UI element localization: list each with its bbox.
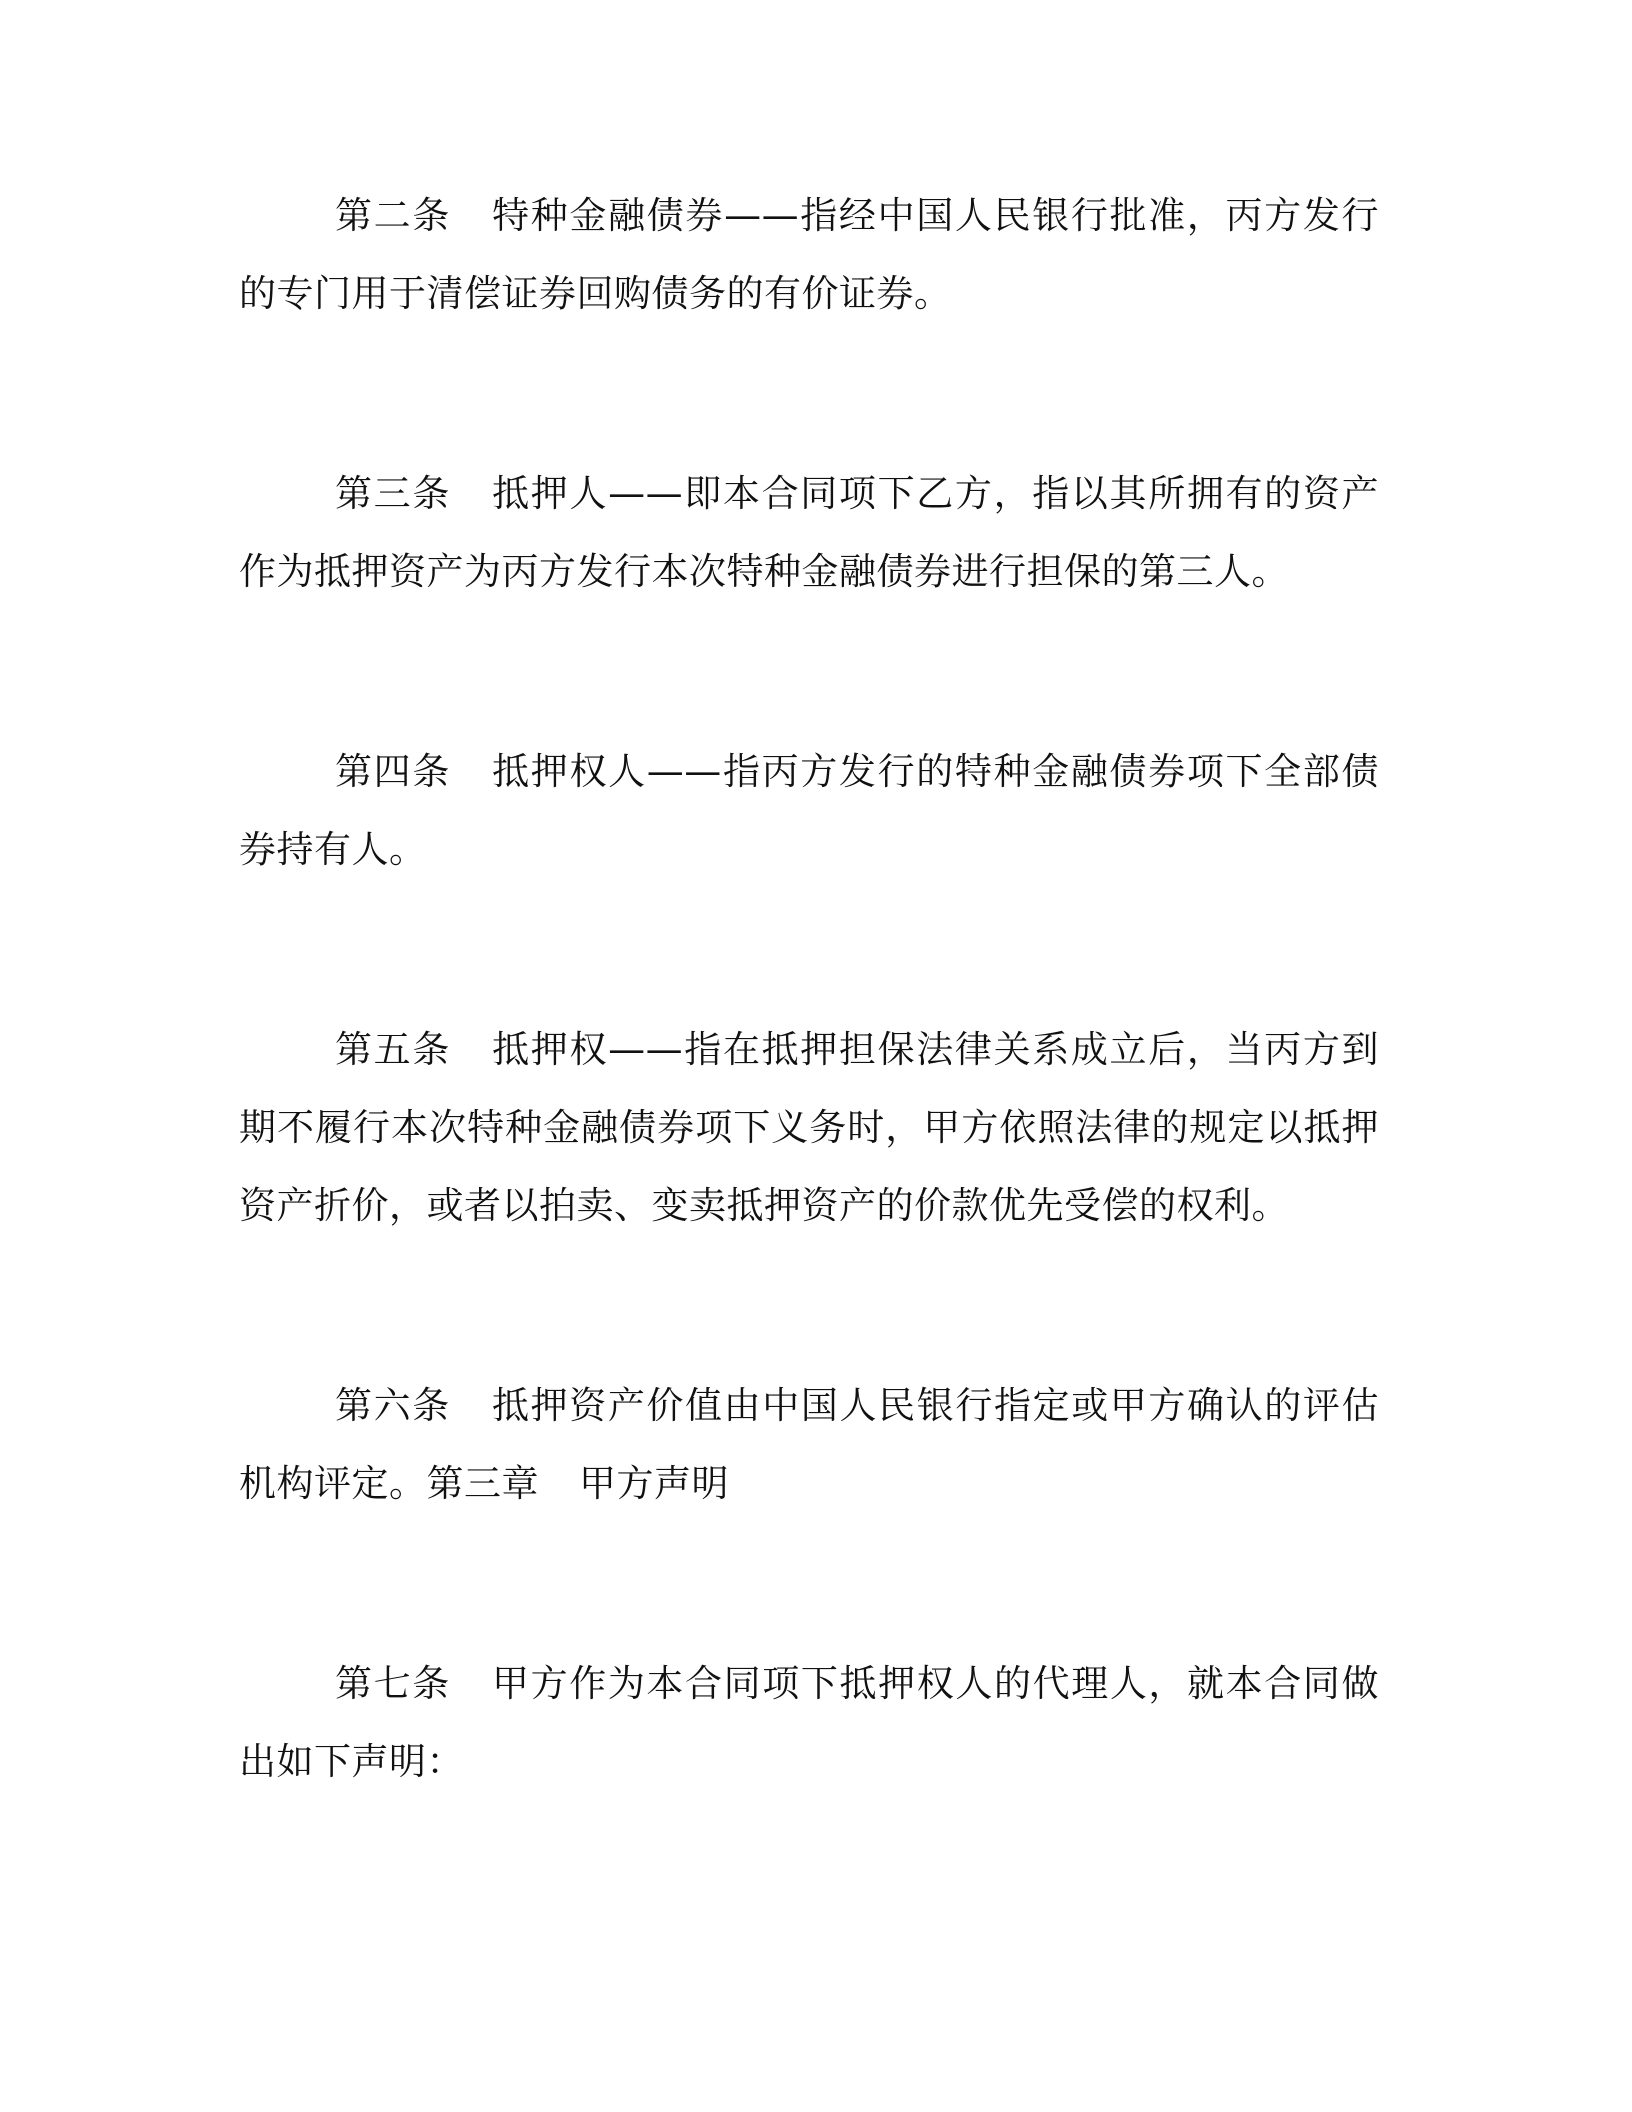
article-2 (239, 177, 1379, 333)
article-6 (239, 1367, 1379, 1523)
article-label: 第三条 (335, 472, 451, 515)
article-text: 抵押人——即本合同项下乙方，指以其所拥有的资产作为抵押资产为丙方发行本次特种金融债券进行担保的第三人。 (239, 472, 1380, 593)
chapter-title: 甲方声明 (579, 1462, 729, 1505)
article-text: 特种金融债券——指经中国人民银行批准，丙方发行的专门用于清偿证券回购债务的有价证券。 (239, 194, 1380, 315)
article-text: 抵押权——指在抵押担保法律关系成立后，当丙方到期不履行本次特种金融债券项下义务时，甲方依照法律的规定以抵押资产折价，或者以拍卖、变卖抵押资产的价款优先受偿的权利。 (239, 1028, 1380, 1227)
article-label: 第五条 (335, 1028, 451, 1071)
chapter-label: 第三章 (426, 1462, 539, 1505)
article-label: 第七条 (335, 1662, 451, 1705)
article-label: 第四条 (335, 750, 451, 793)
article-4 (239, 733, 1379, 889)
article-label: 第六条 (335, 1384, 451, 1427)
article-text: 抵押权人——指丙方发行的特种金融债券项下全部债券持有人。 (239, 750, 1380, 871)
article-3 (239, 455, 1379, 611)
article-7 (239, 1645, 1379, 1801)
article-text: 甲方作为本合同项下抵押权人的代理人，就本合同做出如下声明： (239, 1662, 1380, 1783)
article-5 (239, 1011, 1379, 1245)
article-text: 抵押资产价值由中国人民银行指定或甲方确认的评估机构评定。 (239, 1384, 1380, 1505)
article-label: 第二条 (335, 194, 451, 237)
